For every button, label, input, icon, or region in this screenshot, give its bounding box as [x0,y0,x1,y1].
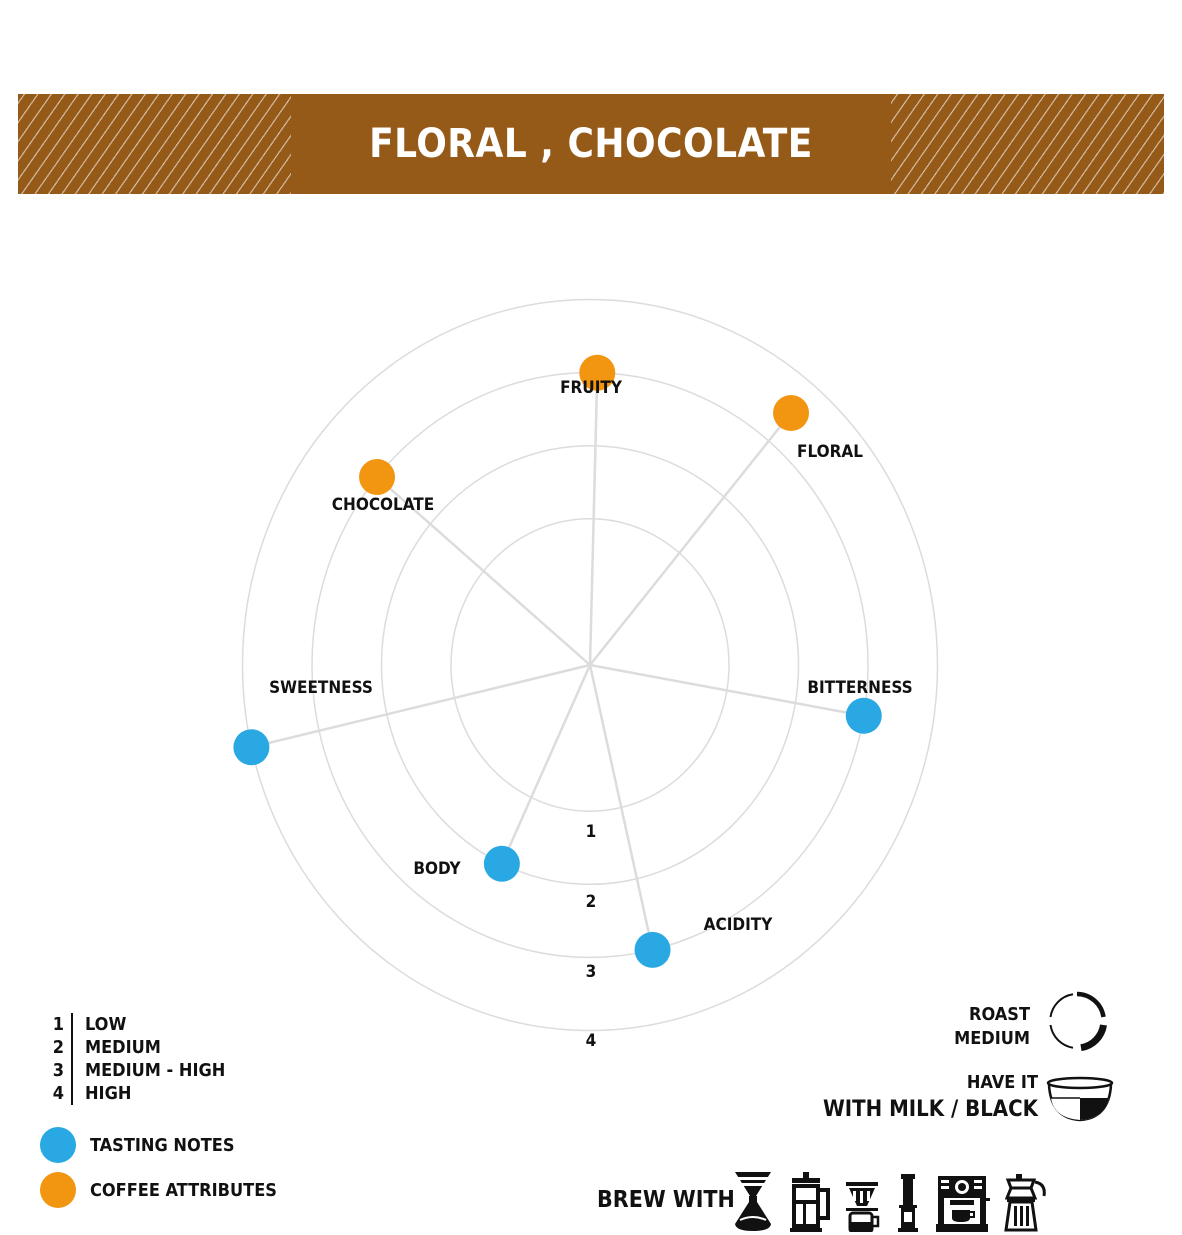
serve-value: WITH MILK / BLACK [822,1097,1038,1122]
legend-coffee-attributes [40,1172,277,1208]
french-press-icon [788,1172,832,1232]
legend-coffee-attributes-label: COFFEE ATTRIBUTES [90,1179,277,1201]
scale-row-4 [40,1082,225,1105]
aeropress-icon [896,1174,922,1232]
cup-icon [1046,1076,1114,1124]
legend-dot-orange [40,1172,76,1208]
scale-num: 1 [52,1014,64,1035]
scale-text: LOW [71,1013,126,1036]
espresso-machine-icon [936,1176,990,1232]
legend-tasting-notes [40,1127,234,1163]
axis-label-body: BODY [413,859,461,879]
scale-row-3 [40,1059,225,1082]
roast-label: ROAST [969,1004,1030,1025]
tick-label: 3 [585,962,597,982]
scale-num: 2 [52,1037,64,1058]
point-body [484,846,520,882]
banner-title: FLORAL , CHOCOLATE [369,121,813,167]
axis-label-fruity: FRUITY [560,378,622,398]
point-floral [773,395,809,431]
scale-text: HIGH [71,1082,131,1105]
roast-info [954,1003,1030,1051]
brew-methods [732,1170,1048,1232]
tick-label: 1 [585,822,597,842]
roast-value: MEDIUM [954,1028,1030,1049]
point-bitterness [846,698,882,734]
scale-text: MEDIUM - HIGH [71,1059,225,1082]
axis-label-floral: FLORAL [797,442,863,462]
spoke-acidity [590,665,653,950]
tick-label: 4 [585,1031,597,1051]
serve-info [823,1071,1038,1125]
chemex-icon [732,1170,774,1232]
scale-text: MEDIUM [71,1036,161,1059]
scale-row-2 [40,1036,225,1059]
axis-label-sweetness: SWEETNESS [269,678,373,698]
axis-label-acidity: ACIDITY [703,915,773,935]
spoke-body [502,665,590,864]
brew-label: BREW WITH [597,1187,735,1213]
point-chocolate [359,459,395,495]
pour-over-icon [846,1182,882,1232]
point-acidity [635,932,671,968]
roast-gauge-icon [1046,990,1108,1052]
scale-row-1 [40,1013,225,1036]
legend-dot-blue [40,1127,76,1163]
tick-label: 2 [585,892,597,912]
axis-label-bitterness: BITTERNESS [807,678,913,698]
moka-pot-icon [1004,1174,1048,1232]
axis-label-chocolate: CHOCOLATE [331,495,435,515]
serve-label: HAVE IT [966,1072,1038,1093]
scale-legend [40,1013,225,1105]
legend-tasting-notes-label: TASTING NOTES [90,1134,235,1156]
point-sweetness [233,729,269,765]
scale-num: 3 [52,1060,64,1081]
scale-num: 4 [52,1083,64,1104]
